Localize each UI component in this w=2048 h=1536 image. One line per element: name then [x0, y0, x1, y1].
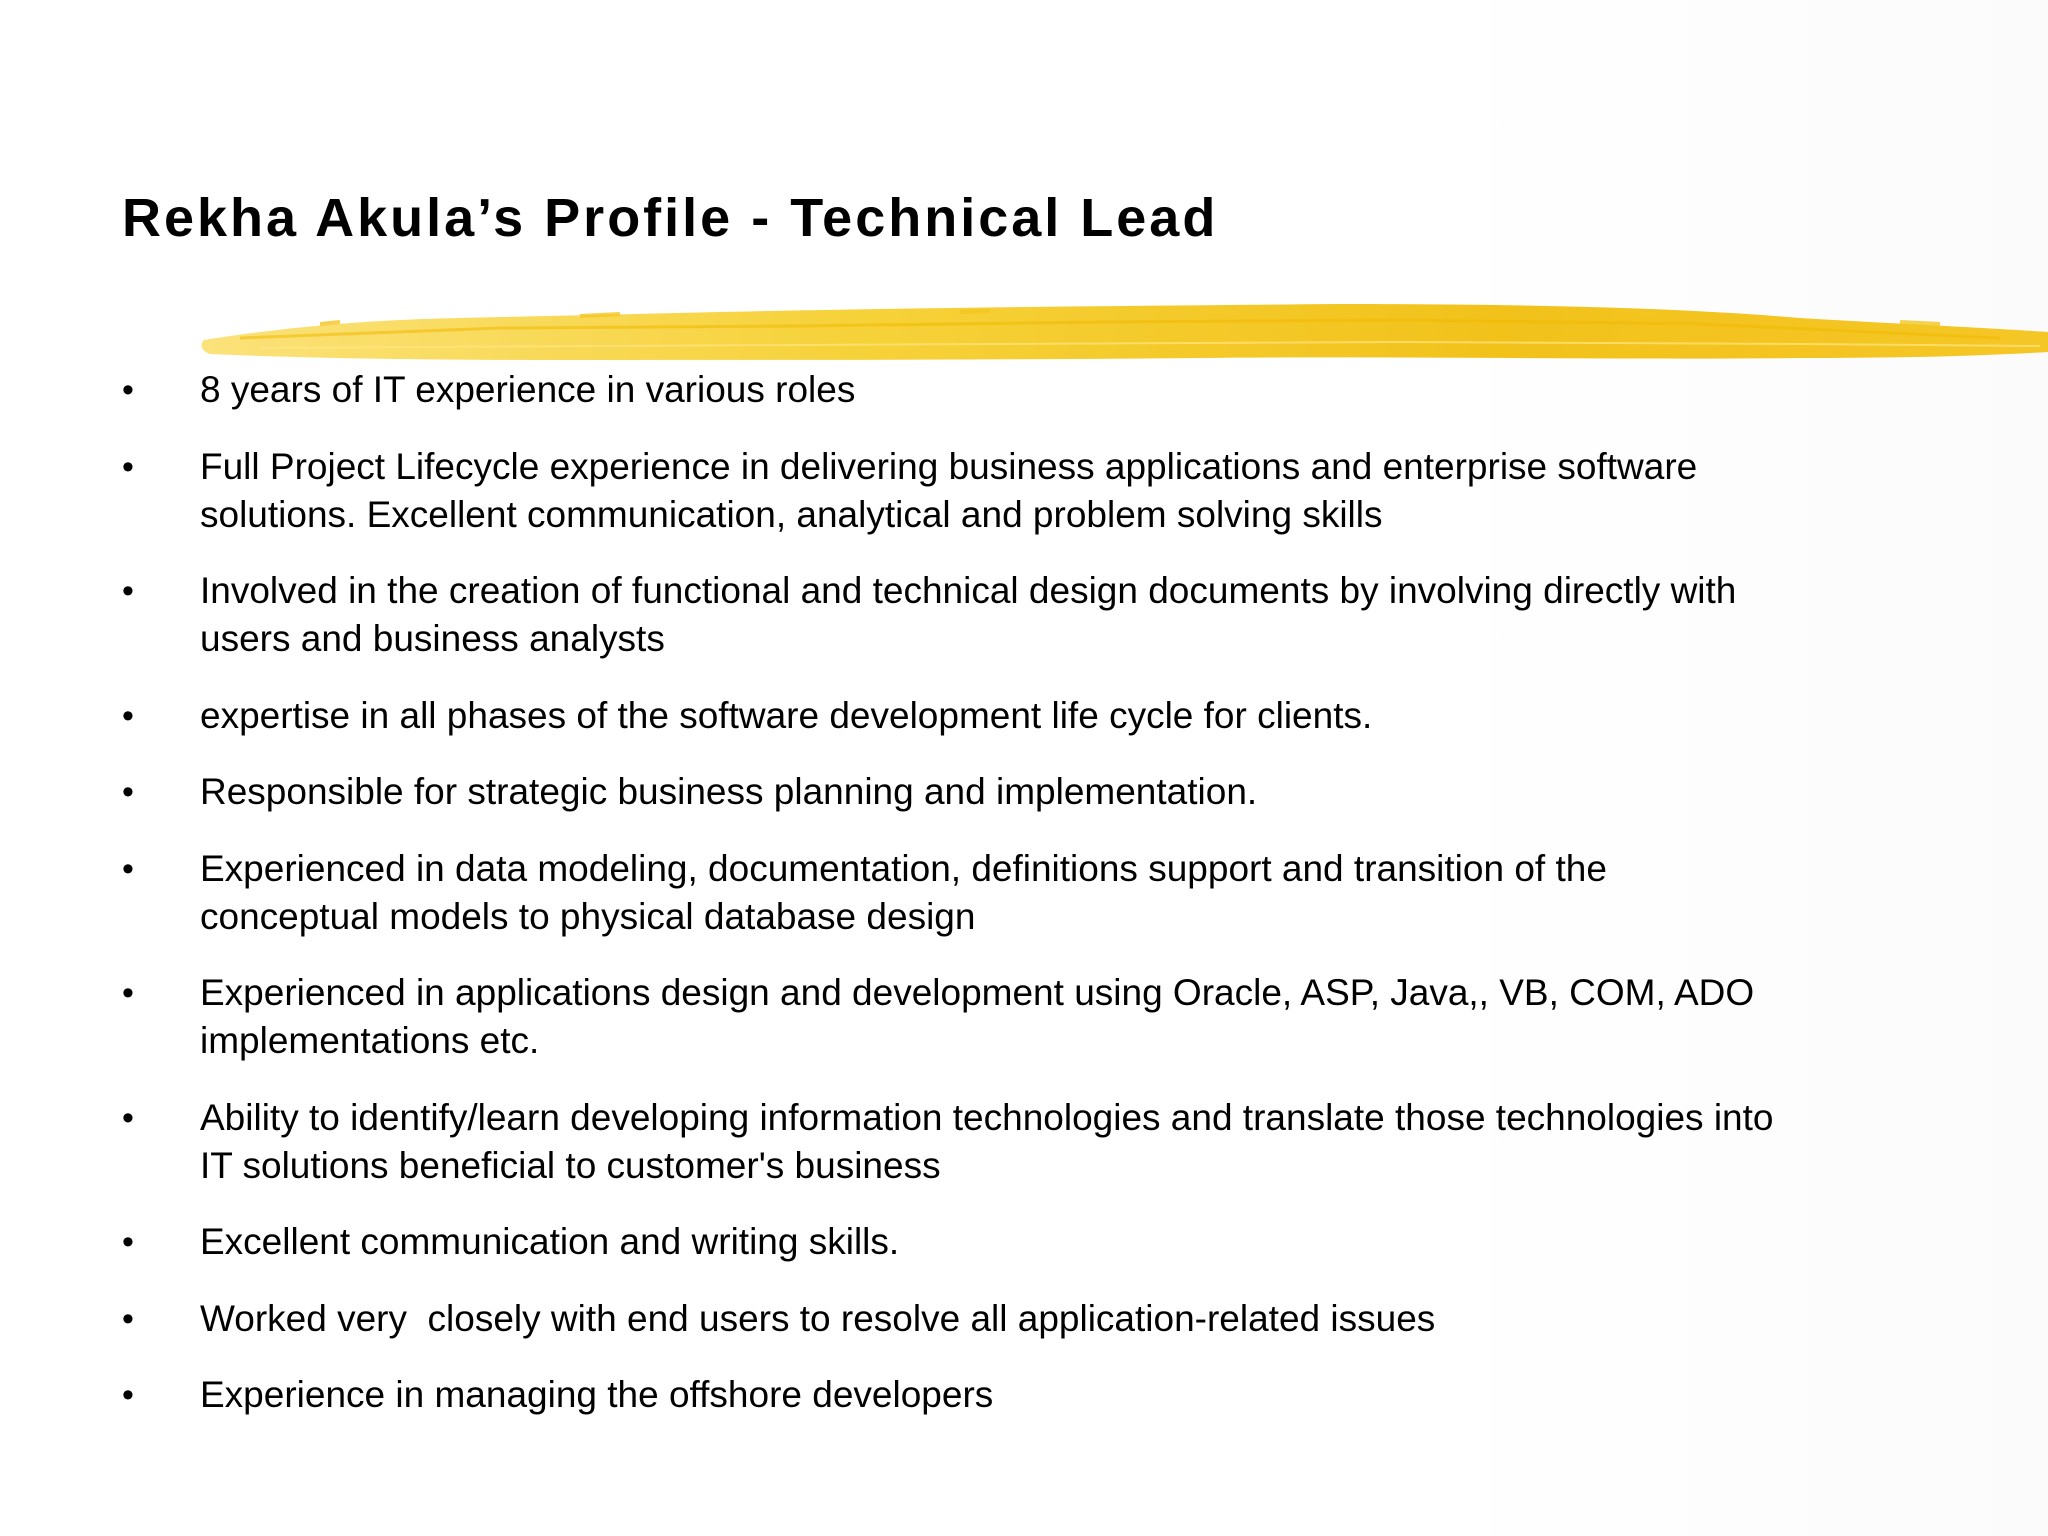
- bullet-text: Ability to identify/learn developing information technologies and translate those technologies into IT solutions beneficial to customer's business: [200, 1096, 1774, 1186]
- slide-title: Rekha Akula’s Profile - Technical Lead: [122, 188, 1219, 248]
- bullet-dot: •: [122, 1376, 134, 1414]
- list-item: [0, 567, 1950, 663]
- bullet-text: Experienced in applications design and development using Oracle, ASP, Java,, VB, COM, ADO implementations etc.: [200, 972, 1755, 1061]
- bullet-text: Responsible for strategic business planning and implementation.: [200, 771, 1258, 812]
- bullet-list: [0, 366, 1950, 1448]
- bullet-text: Full Project Lifecycle experience in delivering business applications and enterprise software solutions. Excellent communication, analytical and problem solving skills: [200, 445, 1698, 535]
- bullet-dot: •: [122, 572, 134, 610]
- list-item: [0, 692, 1950, 740]
- bullet-text: Involved in the creation of functional and technical design documents by involving directly with users and business analysts: [200, 570, 1737, 659]
- list-item: [0, 768, 1950, 816]
- list-item: [0, 1295, 1950, 1343]
- bullet-text: Experienced in data modeling, documentation, definitions support and transition of the conceptual models to physical database design: [200, 847, 1607, 937]
- list-item: [0, 1094, 1950, 1190]
- bullet-text: 8 years of IT experience in various roles: [200, 369, 856, 410]
- bullet-dot: •: [122, 1098, 134, 1137]
- bullet-text: Excellent communication and writing skills.: [200, 1221, 900, 1262]
- bullet-dot: •: [122, 1223, 134, 1261]
- bullet-dot: •: [122, 974, 134, 1012]
- bullet-dot: •: [122, 849, 134, 888]
- bullet-dot: •: [122, 1299, 134, 1338]
- list-item: [0, 1218, 1950, 1266]
- bullet-text: Experience in managing the offshore developers: [200, 1374, 994, 1415]
- list-item: [0, 969, 1950, 1065]
- bullet-text: Worked very closely with end users to resolve all application-related issues: [200, 1297, 1436, 1339]
- list-item: [0, 1371, 1950, 1419]
- bullet-dot: •: [122, 773, 134, 811]
- list-item: [0, 443, 1950, 539]
- bullet-dot: •: [122, 696, 134, 735]
- bullet-text: expertise in all phases of the software development life cycle for clients.: [200, 694, 1373, 736]
- list-item: [0, 366, 1950, 414]
- bullet-dot: •: [122, 371, 134, 409]
- bullet-dot: •: [122, 447, 134, 486]
- list-item: [0, 845, 1950, 941]
